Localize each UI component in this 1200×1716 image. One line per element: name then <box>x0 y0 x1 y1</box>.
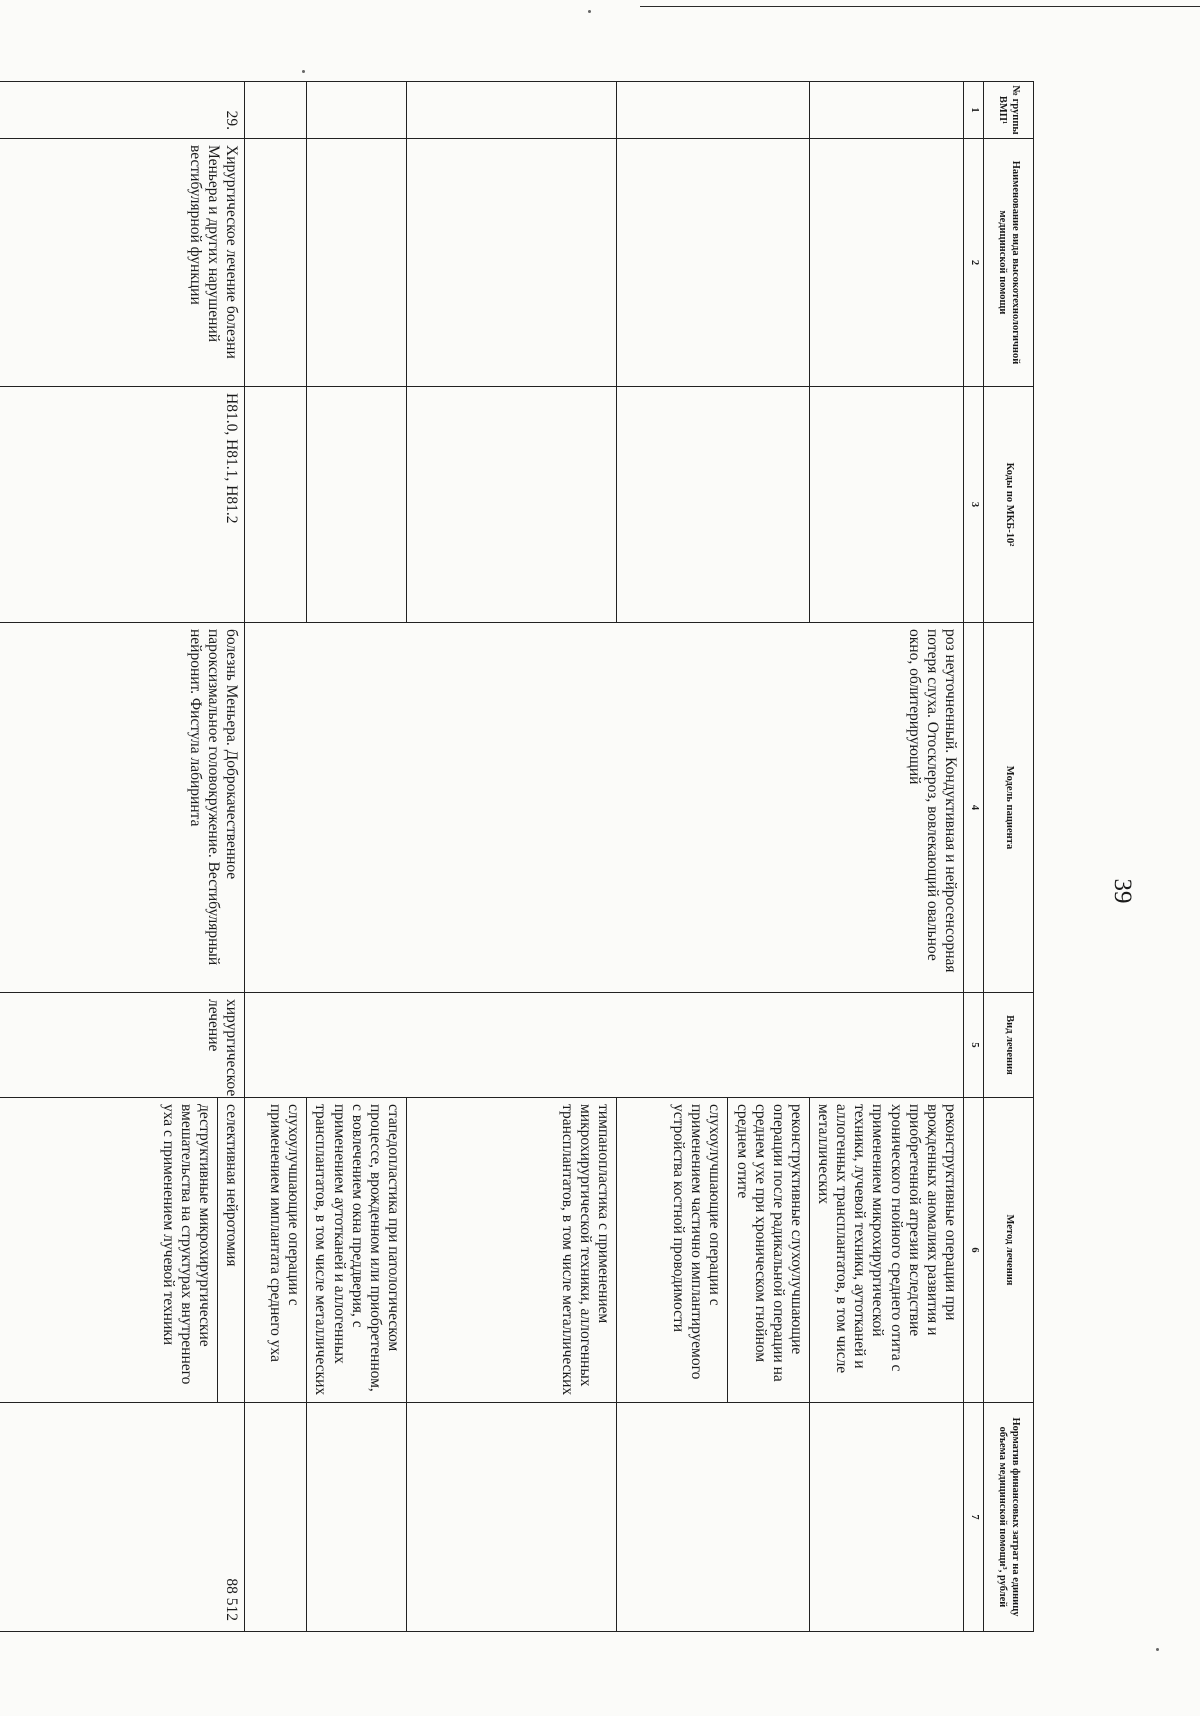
method-cell: селективная нейротомия <box>223 1104 241 1267</box>
method-cell: стапедопластика при патологическом процессе, врожденном или приобретенном, с вовлечением окна преддверия, с применением аутотканей и аллогенных трансплантатов, в том числе металлических <box>307 1098 407 1403</box>
header-vmp-name: Наименование вида высокотехнологичной медицинской помощи <box>984 139 1034 387</box>
header-treatment-type: Вид лечения <box>984 993 1034 1098</box>
column-number: 4 <box>964 623 984 993</box>
patient-model: болезнь Меньера. Доброкачественное пароксизмальное головокружение. Вестибулярный нейронит. Фистула лабиринта <box>0 623 245 993</box>
method-cell: деструктивные микрохирургические вмешательства на структурах внутреннего уха с применением лучевой техники <box>155 1098 218 1402</box>
header-icd-codes: Коды по МКБ-10² <box>984 387 1034 623</box>
header-group-number: № группы ВМП¹ <box>984 82 1034 139</box>
column-number: 3 <box>964 387 984 623</box>
column-number-row <box>964 82 984 1632</box>
rotated-page <box>96 81 1034 1631</box>
header-treatment-method: Метод лечения <box>984 1098 1034 1403</box>
financial-norm: 88 512 <box>0 1403 245 1632</box>
header-financial-norm: Норматив финансовых затрат на единицу объема медицинской помощи³, рублей <box>984 1403 1034 1632</box>
method-cell-group <box>0 1098 245 1403</box>
scan-speck <box>1156 1648 1159 1651</box>
scan-speck <box>588 10 591 13</box>
method-cell: тимпанопластика с применением микрохирургической техники, аллогенных трансплантатов, в том числе металлических <box>407 1098 617 1403</box>
method-cell-group <box>617 1098 810 1403</box>
group-number: 29. <box>0 82 245 139</box>
table-row <box>810 82 964 1632</box>
top-border-line <box>640 0 1200 7</box>
page-number: 39 <box>1109 878 1136 904</box>
vmp-table <box>0 81 1034 1632</box>
column-number: 5 <box>964 993 984 1098</box>
method-cell: реконструктивные слухоулучшающие операции после радикальной операции на среднем ухе при хроническом гнойном среднем отите <box>733 1104 805 1382</box>
method-cell: реконструктивные операции при врожденных аномалиях развития и приобретенной атрезии вследствие хронического гнойного среднего отита с применением микрохирургической техники, лучевой техники, аутотканей и аллогенных трансплантатов, в том числе металлических <box>810 1098 964 1403</box>
method-cell: слухоулучшающие операции с применением частично имплантируемого устройства костной проводимости <box>665 1098 728 1402</box>
scan-speck <box>302 70 305 73</box>
column-number: 6 <box>964 1098 984 1403</box>
column-number: 2 <box>964 139 984 387</box>
method-cell: слухоулучшающие операции с применением имплантата среднего уха <box>245 1098 307 1403</box>
patient-model-continuation: роз неуточненный. Кондуктивная и нейросенсорная потеря слуха. Отосклероз, вовлекающий овальное окно, облитерирующий <box>245 623 964 993</box>
column-number: 7 <box>964 1403 984 1632</box>
header-row <box>984 82 1034 1632</box>
icd-codes: H81.0, H81.1, H81.2 <box>0 387 245 623</box>
vmp-name: Хирургическое лечение болезни Меньера и других нарушений вестибулярной функции <box>0 139 245 387</box>
column-number: 1 <box>964 82 984 139</box>
treatment-type: хирургическое лечение <box>0 993 245 1098</box>
table-row-group-29 <box>0 82 245 1632</box>
header-patient-model: Модель пациента <box>984 623 1034 993</box>
